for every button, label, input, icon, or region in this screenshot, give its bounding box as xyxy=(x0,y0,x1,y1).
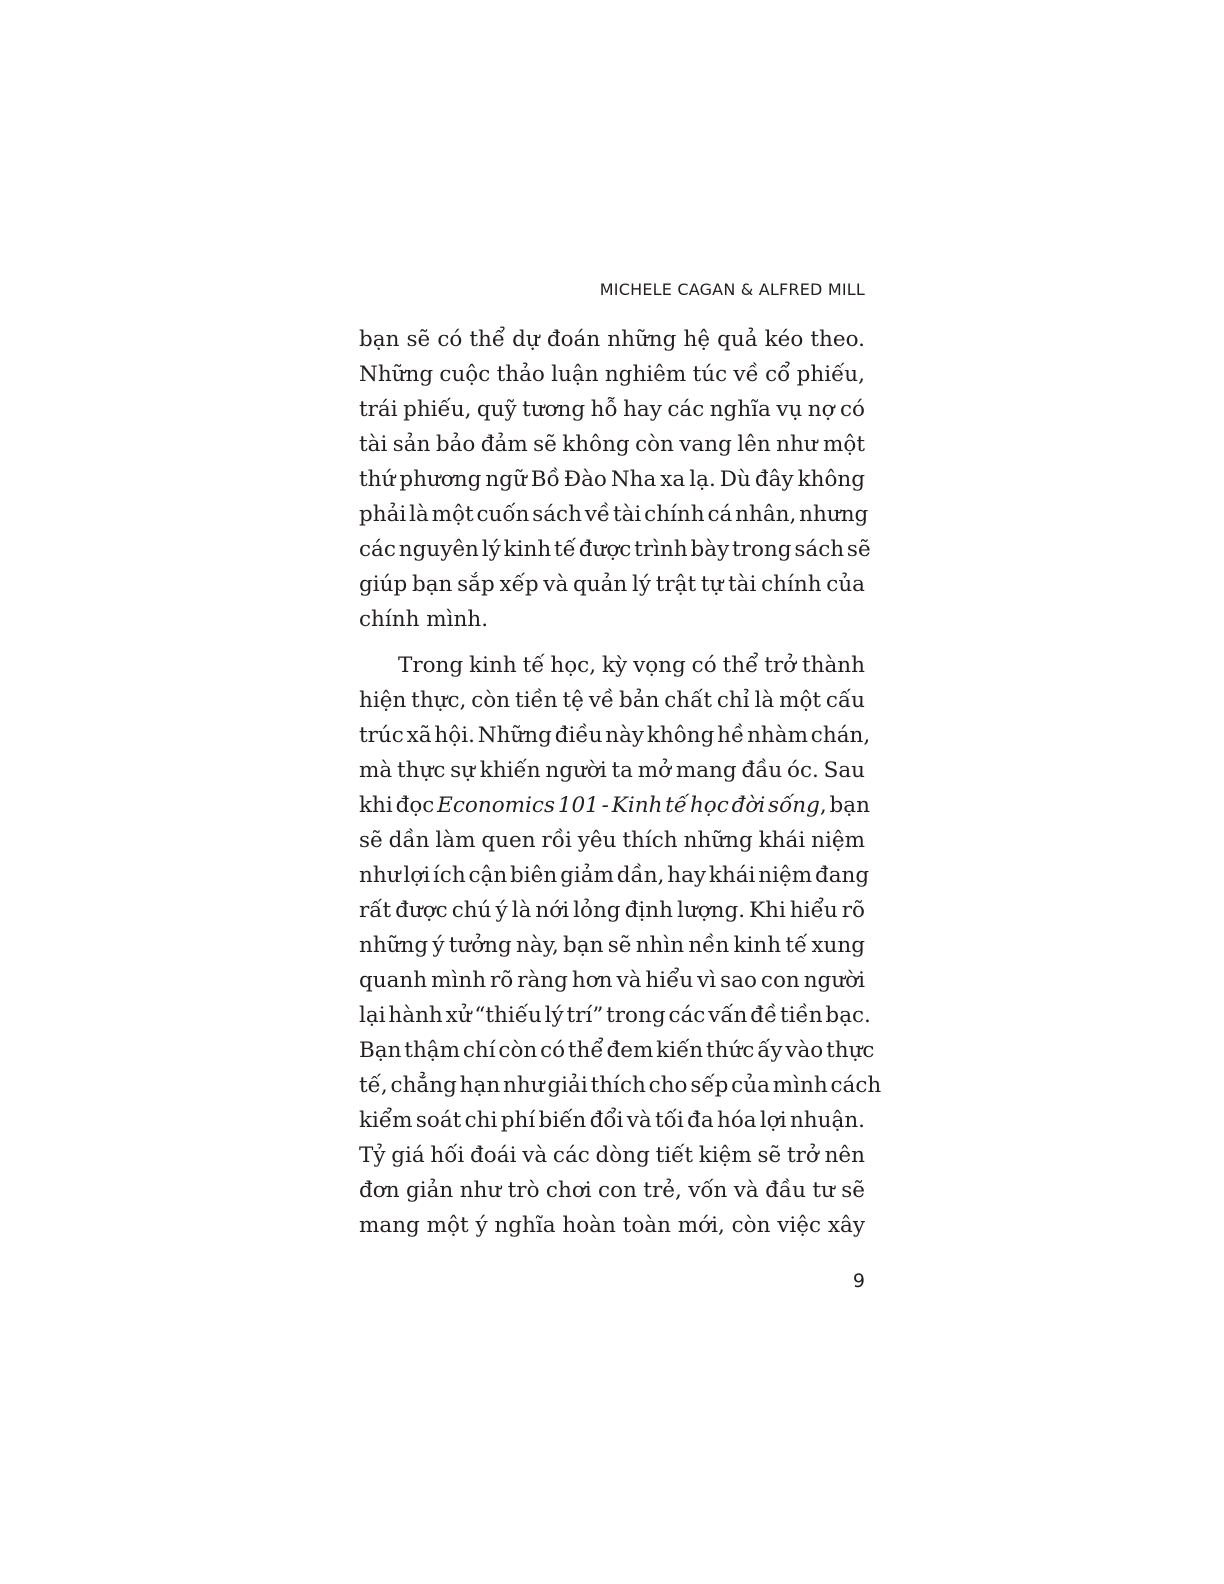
text-line: đơn giản như trò chơi con trẻ, vốn và đầu tư sẽ xyxy=(359,1178,865,1203)
text-fragment: khi đọc xyxy=(359,793,438,818)
text-line: trái phiếu, quỹ tương hỗ hay các nghĩa vụ nợ có xyxy=(359,397,865,422)
paragraph-1 xyxy=(359,322,871,637)
running-header-authors: MICHELE CAGAN & ALFRED MILL xyxy=(599,280,865,299)
text-line: tế, chẳng hạn như giải thích cho sếp của mình cách xyxy=(359,1073,882,1098)
text-line: sẽ dần làm quen rồi yêu thích những khái niệm xyxy=(359,828,865,853)
text-line: trúc xã hội. Những điều này không hề nhàm chán, xyxy=(359,723,871,748)
text-line: Bạn thậm chí còn có thể đem kiến thức ấy vào thực xyxy=(359,1038,875,1063)
text-fragment: , bạn xyxy=(819,793,870,818)
book-title: Economics 101 - Kinh tế học đời sống xyxy=(437,793,820,818)
text-line: mà thực sự khiến người ta mở mang đầu óc. Sau xyxy=(359,758,865,783)
text-line: hiện thực, còn tiền tệ về bản chất chỉ là một cấu xyxy=(359,688,865,713)
text-line: các nguyên lý kinh tế được trình bày trong sách sẽ xyxy=(359,537,871,562)
text-line: những ý tưởng này, bạn sẽ nhìn nền kinh tế xung xyxy=(359,933,865,958)
text-line: thứ phương ngữ Bồ Đào Nha xa lạ. Dù đây không xyxy=(359,467,865,492)
text-line: kiểm soát chi phí biến đổi và tối đa hóa lợi nhuận. xyxy=(359,1108,865,1133)
page-number: 9 xyxy=(852,1270,865,1292)
paragraph-2 xyxy=(359,648,882,1243)
text-line: chính mình. xyxy=(359,607,489,632)
text-line: lại hành xử “thiếu lý trí” trong các vấn đề tiền bạc. xyxy=(359,1003,871,1028)
text-line: bạn sẽ có thể dự đoán những hệ quả kéo theo. xyxy=(359,327,865,352)
text-line-with-title xyxy=(359,788,870,823)
text-line: mang một ý nghĩa hoàn toàn mới, còn việc xây xyxy=(359,1213,865,1238)
text-line: giúp bạn sắp xếp và quản lý trật tự tài chính của xyxy=(359,572,865,597)
text-line: quanh mình rõ ràng hơn và hiểu vì sao con người xyxy=(359,968,865,993)
text-line: Những cuộc thảo luận nghiêm túc về cổ phiếu, xyxy=(359,362,865,387)
body-text xyxy=(359,322,882,1243)
text-line: phải là một cuốn sách về tài chính cá nhân, nhưng xyxy=(359,502,869,527)
text-line: như lợi ích cận biên giảm dần, hay khái niệm đang xyxy=(359,863,870,888)
text-line: rất được chú ý là nới lỏng định lượng. Khi hiểu rõ xyxy=(359,898,865,923)
text-line-indented: Trong kinh tế học, kỳ vọng có thể trở thành xyxy=(398,653,865,678)
text-line: tài sản bảo đảm sẽ không còn vang lên như một xyxy=(359,432,865,457)
text-line: Tỷ giá hối đoái và các dòng tiết kiệm sẽ trở nên xyxy=(359,1143,866,1168)
